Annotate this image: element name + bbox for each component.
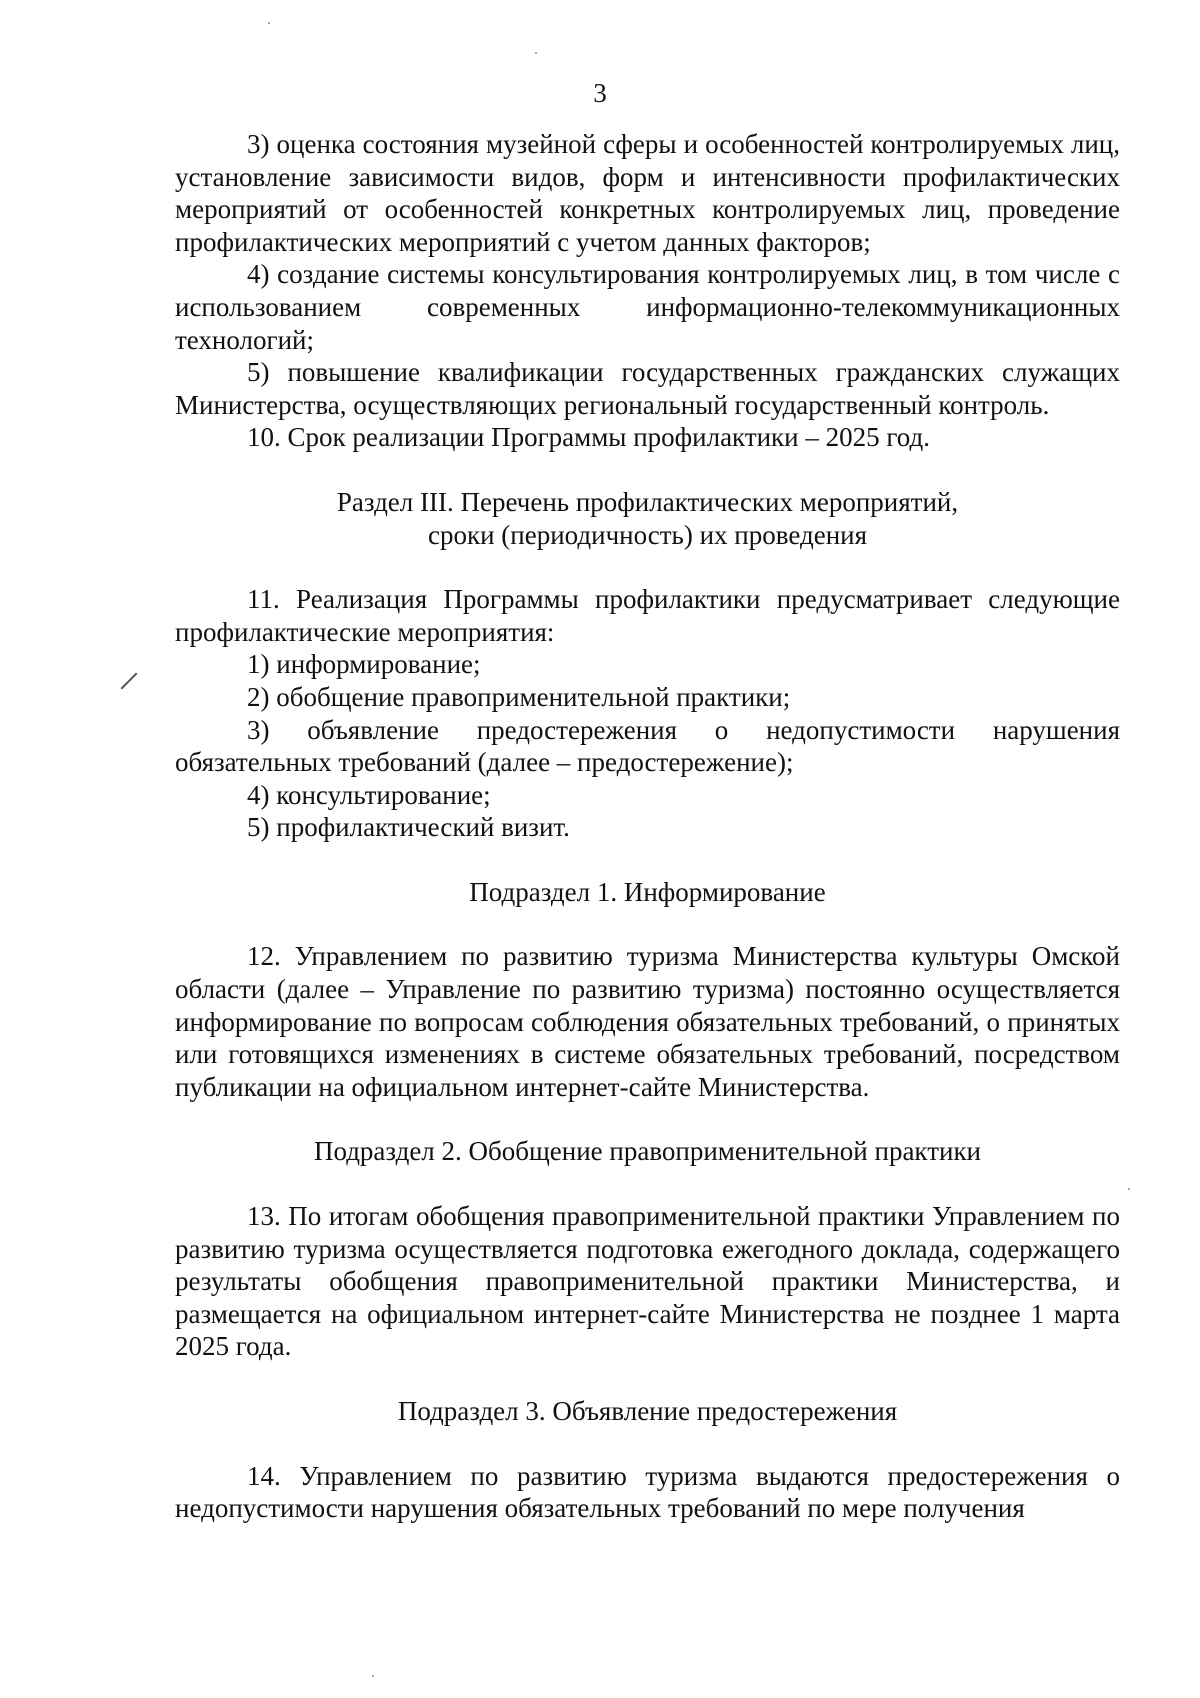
spacer	[175, 1428, 1120, 1460]
subsection-text-3: 14. Управлением по развитию туризма выдаются предостережения о недопустимости нарушения обязательных требований по мере получения	[175, 1460, 1120, 1524]
list-item: 2) обобщение правоприменительной практики;	[247, 681, 791, 712]
spacer	[175, 1168, 1120, 1200]
list-item: 5) профилактический визит.	[247, 812, 570, 843]
spacer	[175, 454, 1120, 486]
spacer	[175, 1363, 1120, 1395]
document-body	[175, 128, 1120, 1525]
page-number: 3	[593, 78, 607, 108]
subsection-text-1: 12. Управлением по развитию туризма Министерства культуры Омской области (далее – Управление по развитию туризма) постоянно осуществляется информирование по вопросам соблюдения обязательных требований, о принятых или готовящихся изменениях в системе обязательных требований, посредством публикации на официальном интернет-сайте Министерства.	[175, 941, 1120, 1102]
section-heading-line2: сроки (периодичность) их проведения	[427, 519, 868, 550]
section-heading-line1: Раздел III. Перечень профилактических мероприятий,	[336, 486, 959, 517]
scan-speck	[372, 1675, 374, 1677]
spacer	[175, 551, 1120, 583]
list-item: 4) консультирование;	[247, 779, 491, 810]
section-intro: 11. Реализация Программы профилактики предусматривает следующие профилактические мероприятия:	[175, 584, 1120, 647]
paragraph-item-4: 4) создание системы консультирования контролируемых лиц, в том числе с использованием современных информационно-телекоммуникационных технологий;	[175, 259, 1120, 355]
subsection-heading-1: Подраздел 1. Информирование	[469, 876, 826, 907]
scan-speck	[1128, 1188, 1130, 1190]
spacer	[175, 1103, 1120, 1135]
paragraph-item-5: 5) повышение квалификации государственных гражданских служащих Министерства, осуществляющих региональный государственный контроль.	[175, 357, 1120, 420]
scan-mark	[121, 673, 138, 690]
paragraph-term: 10. Срок реализации Программы профилактики – 2025 год.	[247, 422, 930, 453]
subsection-text-2: 13. По итогам обобщения правоприменительной практики Управлением по развитию туризма осуществляется подготовка ежегодного доклада, содержащего результаты обобщения правоприменительной практики Министерства, и размещается на официальном интернет-сайте Министерства не позднее 1 марта 2025 года.	[175, 1201, 1120, 1362]
subsection-heading-3: Подраздел 3. Объявление предостережения	[397, 1396, 898, 1426]
list-item: 3) объявление предостережения о недопустимости нарушения обязательных требований (далее – предостережение);	[175, 714, 1120, 778]
scan-speck	[535, 52, 537, 54]
list-item: 1) информирование;	[247, 649, 481, 680]
spacer	[175, 908, 1120, 940]
subsection-heading-2: Подраздел 2. Обобщение правоприменительной практики	[313, 1136, 982, 1167]
scan-speck	[268, 22, 270, 24]
paragraph-item-3: 3) оценка состояния музейной сферы и особенностей контролируемых лиц, установление зависимости видов, форм и интенсивности профилактических мероприятий от особенностей конкретных контролируемых лиц, проведение профилактических мероприятий с учетом данных факторов;	[175, 129, 1120, 257]
spacer	[175, 844, 1120, 876]
